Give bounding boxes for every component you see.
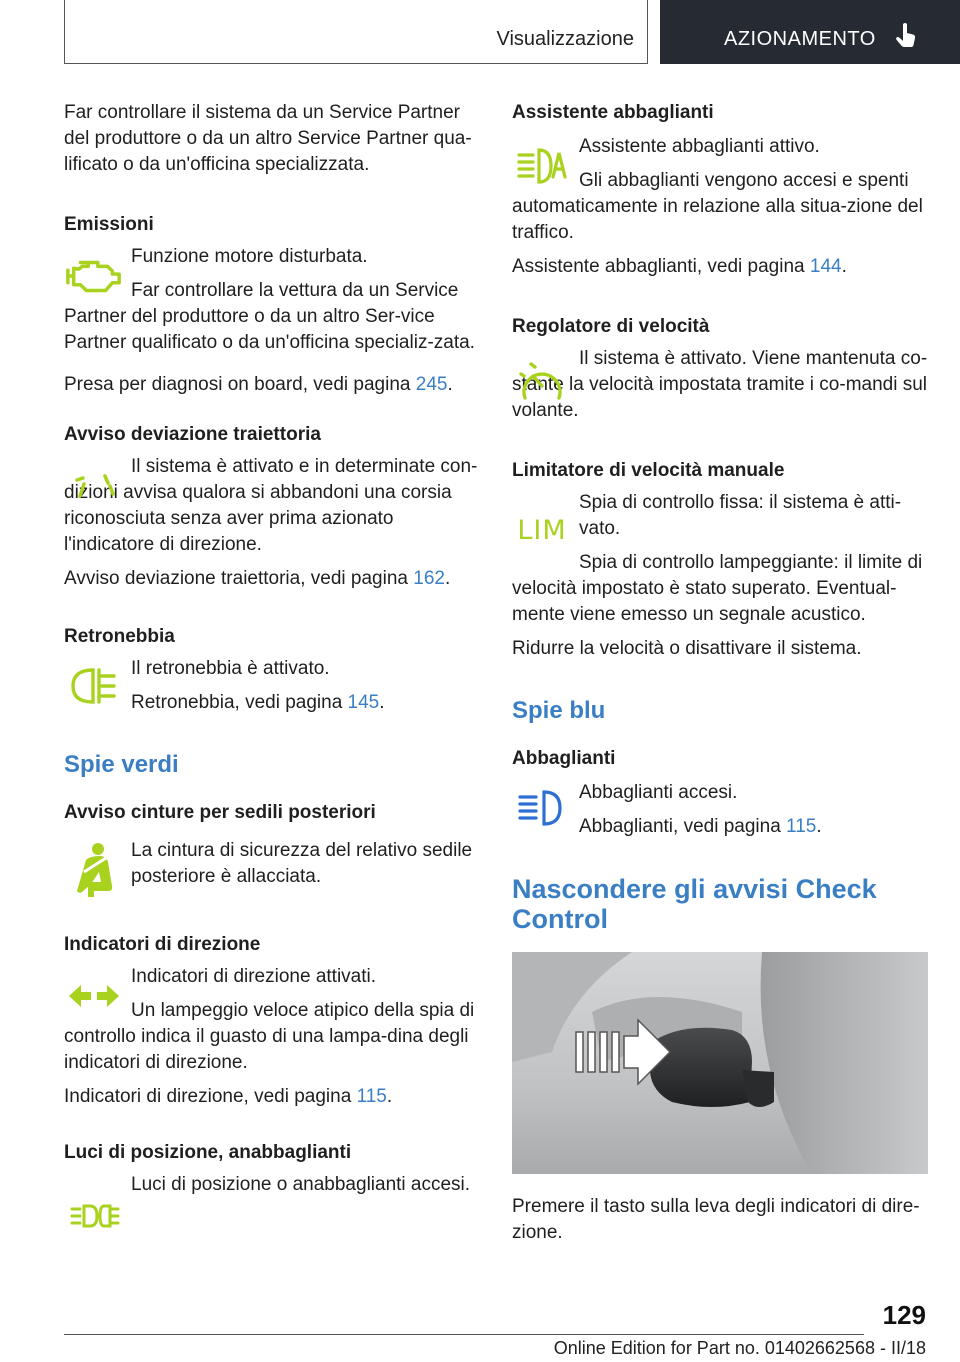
high-beam-icon	[512, 782, 572, 834]
position-lights-text: Luci di posizione o anabbaglianti accesi.	[131, 1174, 471, 1195]
rear-fog-warning	[64, 656, 480, 716]
pointing-hand-icon	[894, 22, 918, 53]
cruise-control-warning	[512, 346, 928, 424]
rear-belt-text: La cintura di sicurezza del relativo sedile posteriore è allacciata.	[131, 840, 473, 887]
turn-signal-text-2: Un lampeggio veloce atipico della spia di controllo indica il guasto di una lampa-dina degli indicatori di direzione.	[64, 1000, 475, 1073]
chapter-label: AZIONAMENTO	[724, 28, 876, 50]
position-lights-warning	[64, 1172, 480, 1198]
high-beam-assist-text-1: Assistente abbaglianti attivo.	[579, 136, 820, 157]
speedometer-icon	[512, 358, 572, 410]
high-beam-assist-warning	[512, 134, 928, 246]
high-beam-heading: Abbaglianti	[512, 748, 616, 769]
rear-belt-heading: Avviso cinture per sedili posteriori	[64, 802, 376, 823]
hide-check-control-heading: Nascondere gli avvisi Check Control	[512, 874, 877, 934]
left-column	[64, 100, 480, 1198]
footer-divider	[64, 1334, 864, 1335]
page-link[interactable]: 245	[415, 374, 448, 395]
page-link[interactable]: 115	[356, 1086, 387, 1107]
position-lights-icon	[64, 1190, 124, 1242]
intro-text: Far controllare il sistema da un Service Partner del produttore o da un altro Service Partner qua-lificato o da un'officina specializzata.	[64, 102, 472, 175]
emissions-warning	[64, 244, 480, 356]
lim-icon-text: LIM	[517, 514, 567, 546]
lane-departure-text: Il sistema è attivato e in determinate con-dizioni avvisa qualora si abbandoni una corsia riconosciuta senza aver prima azionato l'indicatore di direzione.	[64, 456, 478, 555]
speed-limiter-text-3: Ridurre la velocità o disattivare il sistema.	[512, 638, 862, 659]
emissions-text-1: Funzione motore disturbata.	[131, 246, 368, 267]
speed-limiter-text-1: Spia di controllo fissa: il sistema è atti-vato.	[579, 492, 902, 539]
page-link[interactable]: 145	[347, 692, 380, 713]
photo-caption: Premere il tasto sulla leva degli indicatori di dire-zione.	[512, 1196, 920, 1243]
rear-belt-warning	[64, 838, 480, 898]
section-title: Visualizzazione	[496, 28, 634, 50]
rear-fog-text: Il retronebbia è attivato.	[131, 658, 330, 679]
turn-signal-lever-photo	[512, 952, 928, 1174]
lane-departure-warning	[64, 454, 480, 558]
rear-fog-icon	[64, 660, 124, 712]
seatbelt-icon	[64, 840, 124, 900]
page-number: 129	[882, 1300, 926, 1330]
high-beam-assist-heading: Assistente abbaglianti	[512, 102, 714, 123]
page-link[interactable]: 162	[413, 568, 445, 589]
rear-fog-ref: Retronebbia, vedi pagina 145.	[131, 692, 385, 713]
emissions-heading: Emissioni	[64, 214, 154, 235]
green-lights-heading: Spie verdi	[64, 751, 179, 778]
rear-fog-heading: Retronebbia	[64, 626, 175, 647]
high-beam-assist-icon	[512, 140, 572, 192]
turn-signal-heading: Indicatori di direzione	[64, 934, 261, 955]
high-beam-assist-text-2: Gli abbaglianti vengono accesi e spenti automaticamente in relazione alla situa-zione del traffico.	[512, 170, 923, 243]
emissions-ref: Presa per diagnosi on board, vedi pagina 245.	[64, 374, 453, 395]
position-lights-heading: Luci di posizione, anabbaglianti	[64, 1142, 352, 1163]
high-beam-assist-ref: Assistente abbaglianti, vedi pagina 144.	[512, 256, 847, 277]
right-column	[512, 100, 928, 1246]
speed-limiter-warning	[512, 490, 928, 628]
high-beam-ref: Abbaglianti, vedi pagina 115.	[579, 816, 822, 837]
lane-departure-icon	[64, 460, 124, 512]
page-link[interactable]: 115	[786, 816, 817, 837]
cruise-control-heading: Regolatore di velocità	[512, 316, 710, 337]
page-link[interactable]: 144	[809, 256, 842, 277]
lim-icon	[512, 504, 572, 556]
lane-departure-ref: Avviso deviazione traiettoria, vedi pagina 162.	[64, 568, 451, 589]
chapter-tab[interactable]	[660, 0, 960, 64]
turn-signal-arrows-icon	[64, 970, 124, 1022]
speed-limiter-text-2: Spia di controllo lampeggiante: il limite di velocità impostato è stato superato. Eventual-mente viene emesso un segnale acustico.	[512, 552, 923, 625]
lane-departure-heading: Avviso deviazione traiettoria	[64, 424, 321, 445]
turn-signal-text-1: Indicatori di direzione attivati.	[131, 966, 377, 987]
high-beam-text: Abbaglianti accesi.	[579, 782, 738, 803]
edition-footer: Online Edition for Part no. 01402662568 - II/18	[553, 1338, 926, 1358]
cruise-control-text: Il sistema è attivato. Viene mantenuta co-stante la velocità impostata tramite i co-mandi sul volante.	[512, 348, 928, 421]
turn-signal-warning	[64, 964, 480, 1076]
turn-signal-ref: Indicatori di direzione, vedi pagina 115.	[64, 1086, 393, 1107]
engine-icon	[64, 250, 124, 302]
high-beam-warning	[512, 780, 928, 840]
blue-lights-heading: Spie blu	[512, 697, 606, 724]
speed-limiter-heading: Limitatore di velocità manuale	[512, 460, 785, 481]
emissions-text-2: Far controllare la vettura da un Service Partner del produttore o da un altro Ser-vice Partner qualificato o da un'officina specializ-zata.	[64, 280, 475, 353]
